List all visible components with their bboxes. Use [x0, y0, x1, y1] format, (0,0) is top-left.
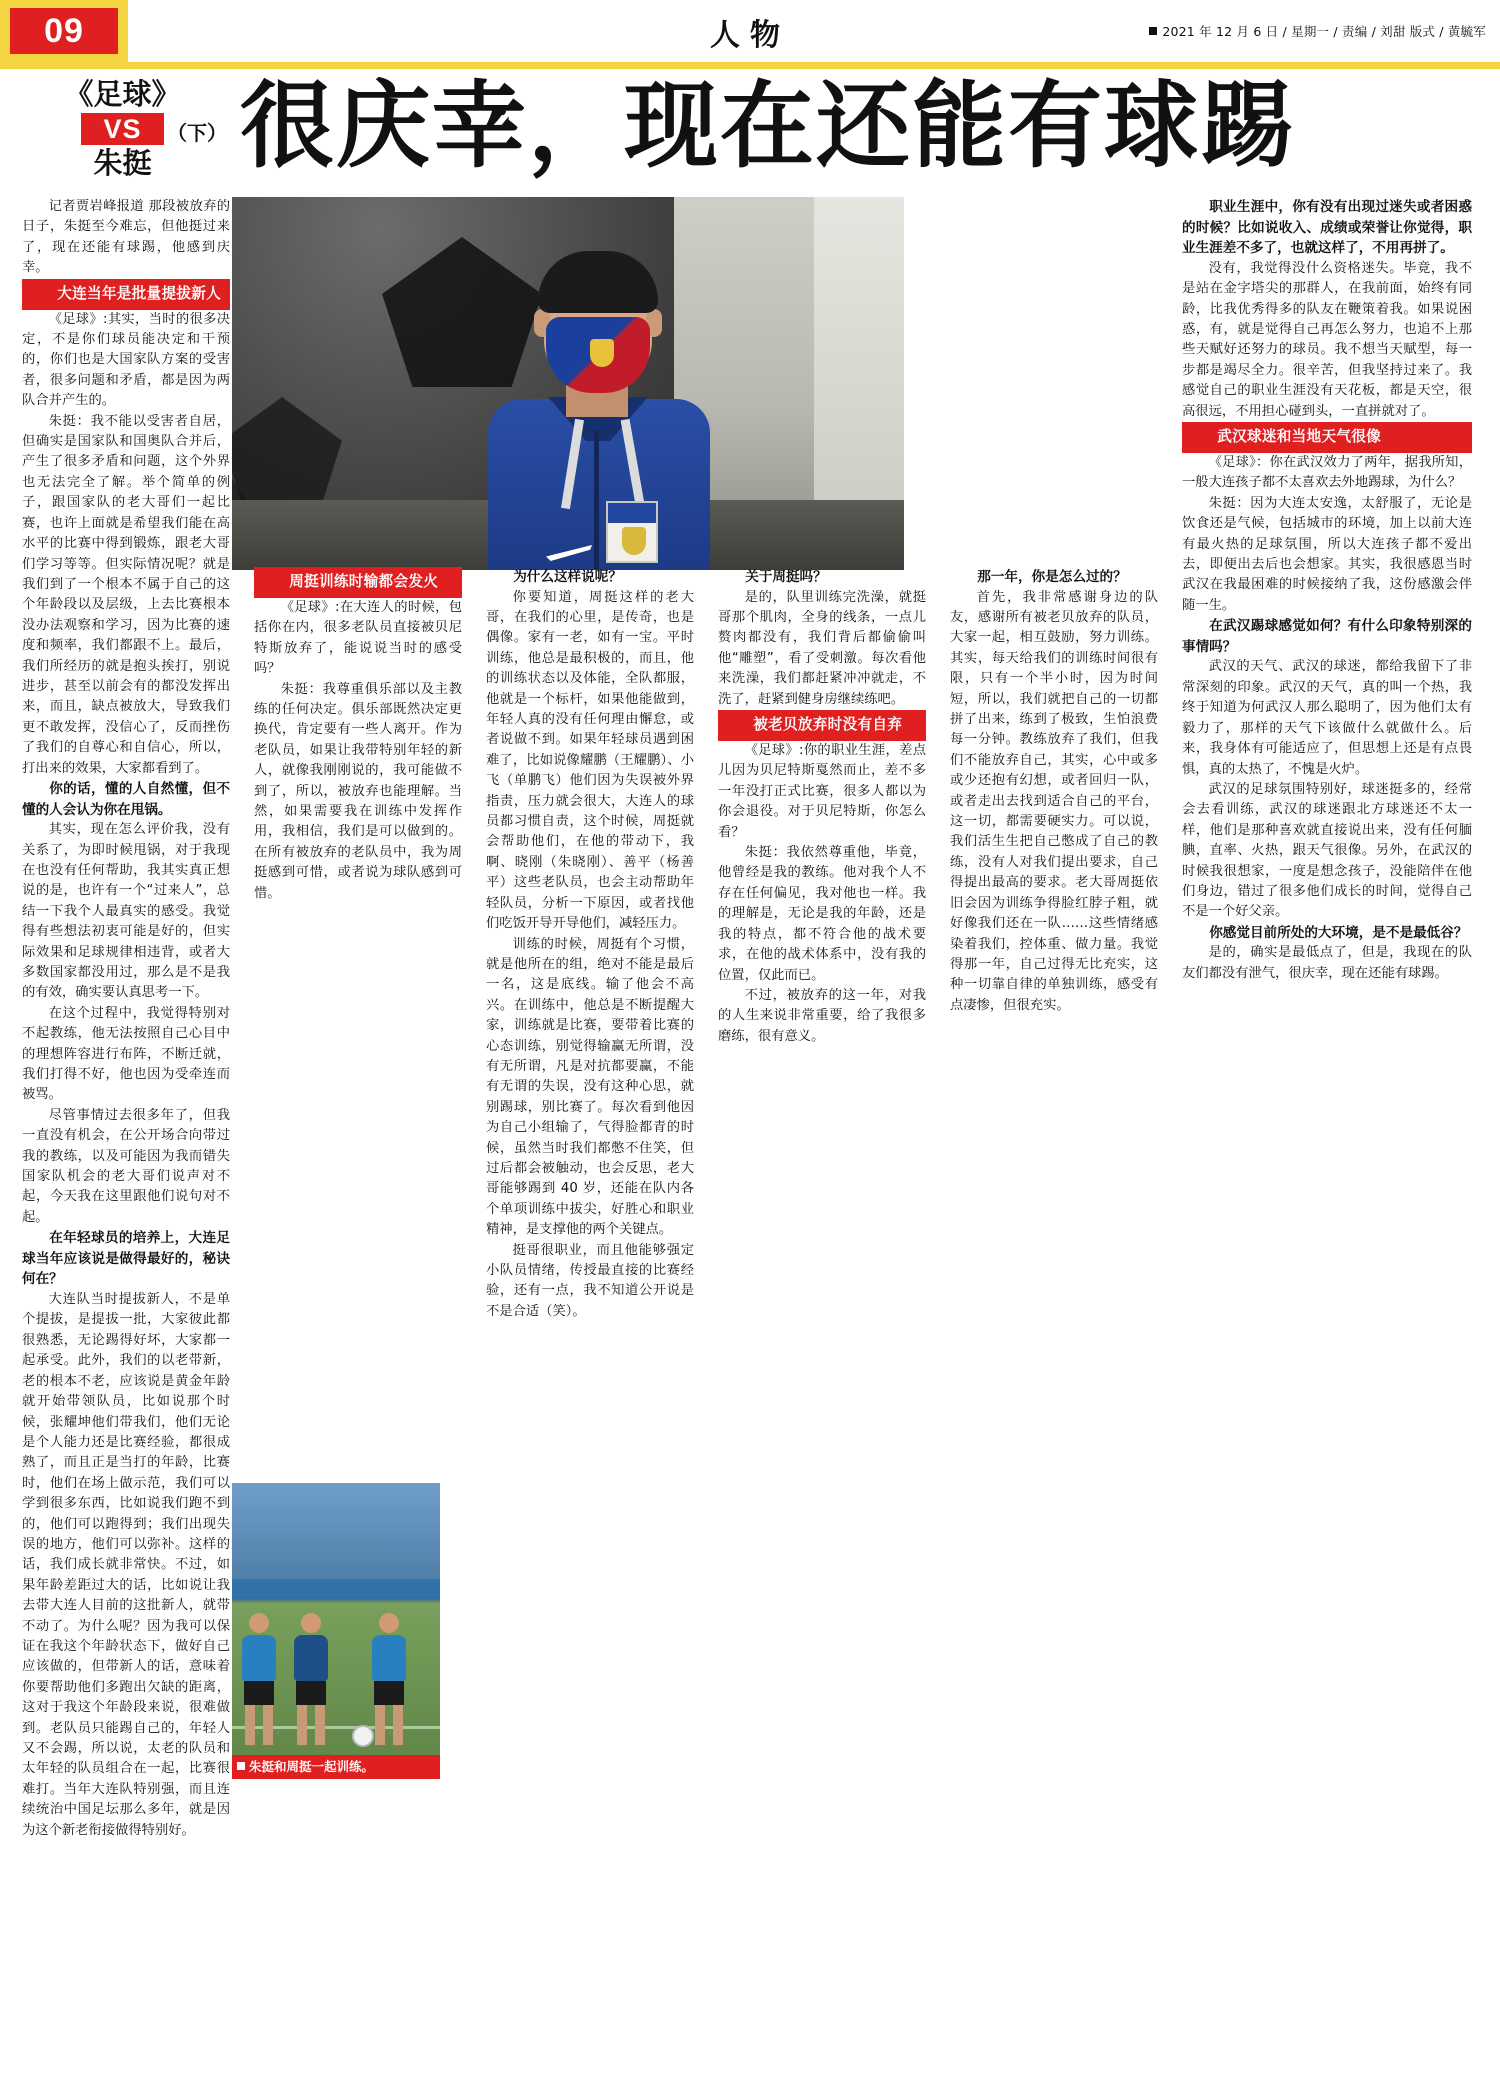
column-6 [1182, 197, 1472, 2062]
series-logo-vs: VS [81, 113, 163, 145]
column-5 [950, 567, 1158, 2062]
headline: 很庆幸，现在还能有球踢 [240, 72, 1297, 181]
masthead [0, 69, 1500, 189]
section-heading-4: 武汉球迷和当地天气很像 [1182, 422, 1472, 453]
column-3 [486, 567, 694, 2062]
paragraph: 训练的时候，周挺有个习惯，就是他所在的组，绝对不能是最后一名，这是底线。输了他会不高兴。在训练中，他总是不断提醒大家，训练就是比赛，要带着比赛的心态训练，别觉得输赢无所谓，没有无所谓，凡是对抗都要赢，不能有无谓的失误，没有这种心思，就别踢球，别比赛了。每次看到他因为自己小组输了，气得脸都青的时候，虽然当时我们都憋不住笑，但过后都会被触动，也会反思，老大哥能够踢到 40 岁，还能在队内各个单项训练中拔尖，好胜心和职业精神，是支撑他的两个关键点。 [486, 936, 694, 1238]
paragraph: 朱挺：我尊重俱乐部以及主教练的任何决定。俱乐部既然决定更换代，肯定要有一些人离开。作为老队员，如果让我带特别年轻的新人，就像我刚刚说的，我可能做不到了，所以，被放弃也能理解。当然，如果需要我在训练中发挥作用，我相信，我们是可以做到的。在所有被放弃的老队员中，我为周挺感到可惜，或者说为球队感到可惜。 [254, 681, 462, 901]
series-logo-line1: 《足球》 [64, 77, 181, 111]
paragraph: 《足球》:你的职业生涯，差点儿因为贝尼特斯戛然而止，差不多一年没打正式比赛，很多人都以为你会退役。对于贝尼特斯，你怎么看？ [718, 743, 926, 840]
paragraph: 大连队当时提拔新人，不是单个提拔，是提拔一批，大家彼此都很熟悉，无论踢得好坏，大家都一起承受。此外，我们的以老带新，老的根本不老，应该说是黄金年龄就开始带领队员，比如说那个时候，张耀坤他们带我们，他们无论是个人能力还是比赛经验，都很成熟了，而且正是当打的年龄，比赛时，他们在场上做示范，我们可以学到很多东西，比如说我们跑不到的，他们可以跑得到；我们出现失误的地方，他们可以弥补。这样的话，我们成长就非常快。不过，如果年龄差距过大的话，比如说让我去带大连人目前的这批新人，就带不动了。为什么呢？因为我可以保证在我这个年龄状态下，做好自己应该做的，但带新人的话，意味着你要帮助他们多跑出欠缺的距离，这对于我这个年龄段来说，很难做到。老队员只能踢自己的，年轻人又不会踢，所以说，太老的队员和太年轻的队员组合在一起，比赛很难打。当年大连队特别强，而且连续统治中国足坛那么多年，就是因为这个新老衔接做得特别好。 [22, 1292, 230, 1838]
page-number: 09 [10, 8, 118, 54]
square-bullet-icon [1149, 27, 1157, 35]
article-body [22, 197, 1480, 2062]
question-3: 为什么这样说呢？ [513, 569, 622, 585]
column-1 [22, 197, 230, 2062]
paragraph: 是的，确实是最低点了，但是，我现在的队友们都没有泄气，很庆幸，现在还能有球踢。 [1182, 945, 1472, 981]
paragraph: 首先，我非常感谢身边的队友，感谢所有被老贝放弃的队员，大家一起，相互鼓励，努力训练。其实，每天给我们的训练时间很有限，只有一个半小时，因为时间短，所以，我们就把自己的一切都拼了出来，练到了极致，生怕浪费每一分钟。教练放弃了我们，但我们不能放弃自己，其实，心中或多或少还抱有幻想，或者回归一队，或者走出去找到适合自己的平台，这一切，都需要硬实力。可以说，我们活生生把自己憋成了自己的教练，没有人对我们提出要求，自己得提出最高的要求。老大哥周挺依旧会因为训练争得脸红脖子粗，就好像我们还在一队……这些情绪感染着我们，控体重、做力量。我觉得那一年，自己过得无比充实，这种一切靠自律的单独训练，感受有点凄惨，但很充实。 [950, 589, 1158, 1013]
question-1: 你的话，懂的人自然懂，但不懂的人会认为你在甩锅。 [22, 780, 230, 818]
paragraph: 尽管事情过去很多年了，但我一直没有机会，在公开场合向带过我的教练，以及可能因为我而错失国家队机会的老大哥们说声对不起，今天我在这里跟他们说句对不起。 [22, 1107, 230, 1225]
paragraph: 你要知道，周挺这样的老大哥，在我们的心里，是传奇，也是偶像。家有一老，如有一宝。平时训练，他总是最积极的，而且，他的训练状态以及体能，全队都服，他就是一个标杆，如果他能做到，年轻人真的没有任何理由懈怠，或者说做不到。如果年轻球员遇到困难了，比如说像耀鹏（王耀鹏）、小飞（单鹏飞）他们因为失误被外界指责，压力就会很大，大连人的球员都习惯自责，这个时候，周挺就会帮助他们，在他的带动下，我啊、晓刚（朱晓刚）、善平（杨善平）这些老队员，也会主动帮助年轻队员，分析一下原因，或者找他们吃饭开导开导他们，减轻压力。 [486, 589, 694, 932]
paragraph: 《足球》:在大连人的时候，包括你在内，很多老队员直接被贝尼特斯放弃了，能说说当时的感受吗？ [254, 600, 462, 677]
article-lead: 记者贾岩峰报道 那段被放弃的日子，朱挺至今难忘，但他挺过来了，现在还能有球踢，他感到庆幸。 [22, 199, 230, 276]
paragraph: 挺哥很职业，而且他能够强定小队员情绪，传授最直接的比赛经验，还有一点，我不知道公开说是不是合适（笑）。 [486, 1242, 694, 1319]
paragraph: 是的，队里训练完洗澡，就挺哥那个肌肉，全身的线条，一点儿赘肉都没有，我们背后都偷偷叫他“雕塑”，看了受刺激。每次看他来洗澡，我们都赶紧冲冲就走，不洗了，赶紧到健身房继续练吧。 [718, 589, 926, 707]
column-4 [718, 567, 926, 2062]
paragraph: 朱挺：我依然尊重他，毕竟，他曾经是我的教练。他对我个人不存在任何偏见，我对他也一样。我的理解是，无论是我的年龄，还是我的特点，都不符合他的战术要求，在他的战术体系中，没有我的位置，仅此而已。 [718, 845, 926, 983]
paragraph: 《足球》：你在武汉效力了两年，据我所知，一般大连孩子都不太喜欢去外地踢球，为什么？ [1182, 455, 1472, 491]
section-title: 人物 [710, 18, 790, 53]
question-2: 在年轻球员的培养上，大连足球当年应该说是做得最好的，秘诀何在？ [22, 1230, 230, 1288]
paragraph: 其实，现在怎么评价我，没有关系了，为即时候甩锅，对于我现在也没有任何帮助，我其实真正想说的是，也许有一个“过来人”，总结一下我个人最真实的感受。我觉得有些想法初衷可能是好的，但实际效果和足球规律相违背，或者大多数国家都没用过，那么是不是我的有效，确实要认真思考一下。 [22, 822, 230, 1001]
paragraph: 在这个过程中，我觉得特别对不起教练，他无法按照自己心目中的理想阵容进行布阵，不断迁就，我们打得不好，他也因为受牵连而被骂。 [22, 1005, 230, 1103]
series-logo-suffix: （下） [167, 121, 227, 145]
paragraph: 朱挺：因为大连太安逸，太舒服了，无论是饮食还是气候，包括城市的环境，加上以前大连有最火热的足球氛围，所以大连孩子都不爱出去，即便出去后也会想家。其实，我很感恩当时武汉在我最困难的时候接纳了我，这份感激会伴随一生。 [1182, 495, 1472, 613]
top-rule [0, 62, 1500, 69]
top-bar [0, 0, 1500, 62]
paragraph: 武汉的足球氛围特别好，球迷挺多的，经常会去看训练，武汉的球迷跟北方球迷还不太一样，他们是那种喜欢就直接说出来，没有任何腼腆，直率、火热，跟天气很像。另外，在武汉的时候我很想家，一度是想念孩子，没能陪伴在他们身边，错过了很多他们成长的时间，觉得自己不是一个好父亲。 [1182, 781, 1472, 920]
question-4: 关于周挺吗？ [745, 569, 827, 585]
paragraph: 没有，我觉得没什么资格迷失。毕竟，我不是站在金字塔尖的那群人，在我前面，始终有同龄，比我优秀得多的队友在鞭策着我。如果说困惑，有，就是觉得自己再怎么努力，也追不上那些天赋好还努力的球员。我不想当天赋型，每一步都是竭尽全力。很辛苦，但我坚持过来了。我感觉自己的职业生涯没有天花板，都是天空，很高很远，不用担心碰到头，一直拼就对了。 [1182, 260, 1472, 419]
paragraph: 朱挺：我不能以受害者自居，但确实是国家队和国奥队合并后，产生了很多矛盾和问题，这个外界也无法完全了解。举个简单的例子，跟国家队的老大哥们一起比赛，也许上面就是希望我们能在高水平的比赛中得到锻炼，跟老大哥们学习等等。但实际情况呢？就是我们到了一个根本不属于自己的这个年龄段以及层级，上去比赛根本没办法观察和学习，因为比赛的速度和频率，我们都跟不上。最后，我们所经历的就是抱头挨打，别说进步，甚至以前会有的都没发挥出来，而且，缺点被放大，导致我们更不敢发挥，没信心了，反而挫伤了我们的自尊心和自信心，所以，打出来的效果，大家都看到了。 [22, 413, 230, 776]
series-logo [20, 77, 225, 182]
question-5: 那一年，你是怎么过的？ [977, 569, 1127, 585]
paragraph: 武汉的天气、武汉的球迷，都给我留下了非常深刻的印象。武汉的天气，真的叫一个热，我终于知道为何武汉人那么聪明了，因为他们太有毅力了，那样的天气下该做什么就做什么。后来，我身体有可能适应了，但思想上还是有点畏惧，真的太热了，不愧是火炉。 [1182, 659, 1472, 777]
column-2 [254, 567, 462, 2062]
section-heading-3: 被老贝放弃时没有自弃 [718, 710, 926, 741]
section-heading-1: 大连当年是批量提拔新人 [22, 279, 230, 310]
section-heading-2: 周挺训练时输都会发火 [254, 567, 462, 598]
paragraph: 不过，被放弃的这一年，对我的人生来说非常重要，给了我很多磨练，很有意义。 [718, 987, 926, 1044]
dateline-text: 2021 年 12 月 6 日 / 星期一 / 责编 / 刘甜 版式 / 黄毓军 [1162, 24, 1486, 39]
photo-caption-text: 朱挺和周挺一起训练。 [249, 1759, 375, 1774]
dateline [1149, 22, 1486, 40]
paragraph: 职业生涯中，你有没有出现过迷失或者困惑的时候？比如说收入、成绩或荣誉让你觉得，职业生涯差不多了，也就这样了，不用再拼了。 [1182, 199, 1472, 257]
question-6: 在武汉踢球感觉如何？有什么印象特别深的事情吗？ [1182, 618, 1472, 655]
series-logo-line3: 朱挺 [93, 146, 152, 180]
question-7: 你感觉目前所处的大环境，是不是最低谷？ [1209, 924, 1468, 941]
paragraph: 《足球》:其实，当时的很多决定，不是你们球员能决定和干预的，你们也是大国家队方案的受害者，很多问题和矛盾，都是因为两队合并产生的。 [22, 311, 230, 409]
